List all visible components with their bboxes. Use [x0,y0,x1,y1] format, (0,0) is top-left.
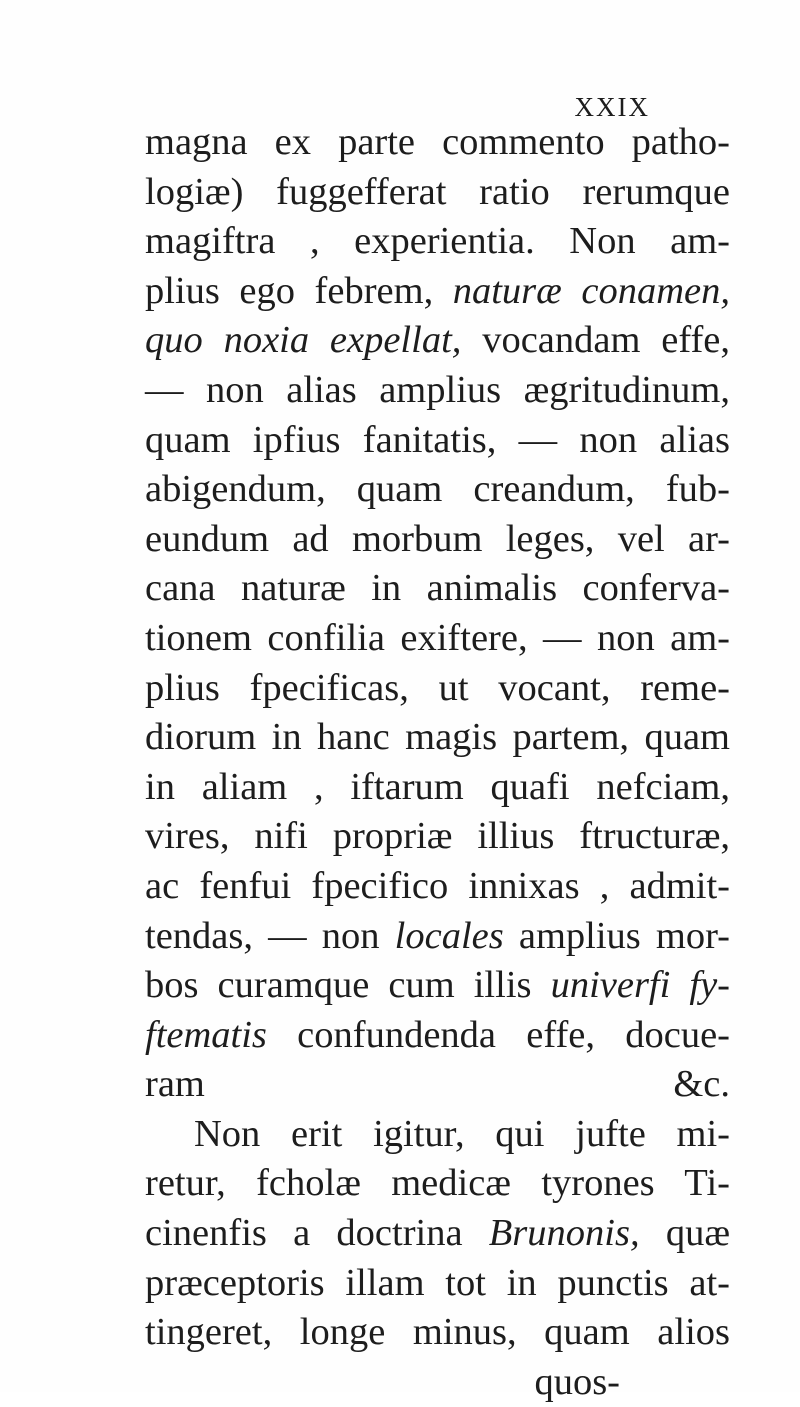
text-line [145,168,730,218]
text-segment: ac fenfui fpecifico innixas , admit- [145,864,730,907]
text-segment: tingeret, longe minus, quam alios [145,1311,730,1354]
italic-text: naturæ conamen, [452,269,730,312]
text-line [145,1060,730,1110]
body-text [145,118,730,1407]
text-segment: vocandam effe, [461,319,730,362]
text-segment: abigendum, quam creandum, fub- [145,468,730,511]
text-segment: logiæ) fuggefferat ratio rerumque [145,170,730,213]
text-segment: plius ego febrem, [145,269,453,312]
text-line [145,862,730,912]
text-segment: ram &c. [145,1063,730,1106]
italic-text: Brunonis, [488,1212,640,1255]
catchword: quos- [534,1360,620,1403]
text-line [145,1159,730,1209]
text-line [145,465,730,515]
text-line [145,961,730,1011]
text-line [145,267,730,317]
text-segment: tendas, — non [145,914,395,957]
text-segment: magiftra , experientia. Non am- [145,220,730,263]
text-segment: retur, fcholæ medicæ tyrones Ti- [145,1162,730,1205]
text-segment: confundenda effe, docue- [266,1013,730,1056]
italic-text: quo noxia expellat, [145,319,462,362]
text-segment: plius fpecificas, ut vocant, reme- [145,666,730,709]
text-segment: quæ [639,1212,730,1255]
text-segment: bos curamque cum illis [145,964,551,1007]
text-line [145,664,730,714]
page-number: XXIX [574,92,650,122]
text-line [145,763,730,813]
text-line [145,1011,730,1061]
text-segment: — non alias amplius ægritudinum, [145,368,730,411]
text-line [145,812,730,862]
text-line [145,713,730,763]
text-segment: amplius mor- [503,914,730,957]
text-segment: vires, nifi propriæ illius ftructuræ, [145,815,730,858]
text-line [145,1308,730,1358]
text-line [145,515,730,565]
text-line [145,912,730,962]
italic-text: ftematis [145,1013,267,1056]
text-line [145,366,730,416]
text-segment: quam ipfius fanitatis, — non alias [145,418,730,461]
text-segment: præceptoris illam tot in punctis at- [145,1261,730,1304]
text-segment: in aliam , iftarum quafi nefciam, [145,765,730,808]
text-line [145,118,730,168]
text-line [145,1259,730,1309]
text-segment: magna ex parte commento patho- [145,121,730,163]
text-segment: cana naturæ in animalis conferva- [145,567,730,610]
italic-text: univerfi fy- [550,964,730,1007]
text-segment: eundum ad morbum leges, vel ar- [145,517,730,560]
text-line [145,614,730,664]
italic-text: locales [394,914,504,957]
text-line [145,316,730,366]
text-line [145,1209,730,1259]
text-segment: Non erit igitur, qui jufte mi- [194,1112,730,1155]
text-segment: tionem confilia exiftere, — non am- [145,616,730,659]
text-segment: diorum in hanc magis partem, quam [145,716,730,759]
text-line [145,416,730,466]
text-line [145,564,730,614]
text-line [145,217,730,267]
text-segment: cinenfis a doctrina [145,1212,489,1255]
text-line [145,1110,730,1160]
